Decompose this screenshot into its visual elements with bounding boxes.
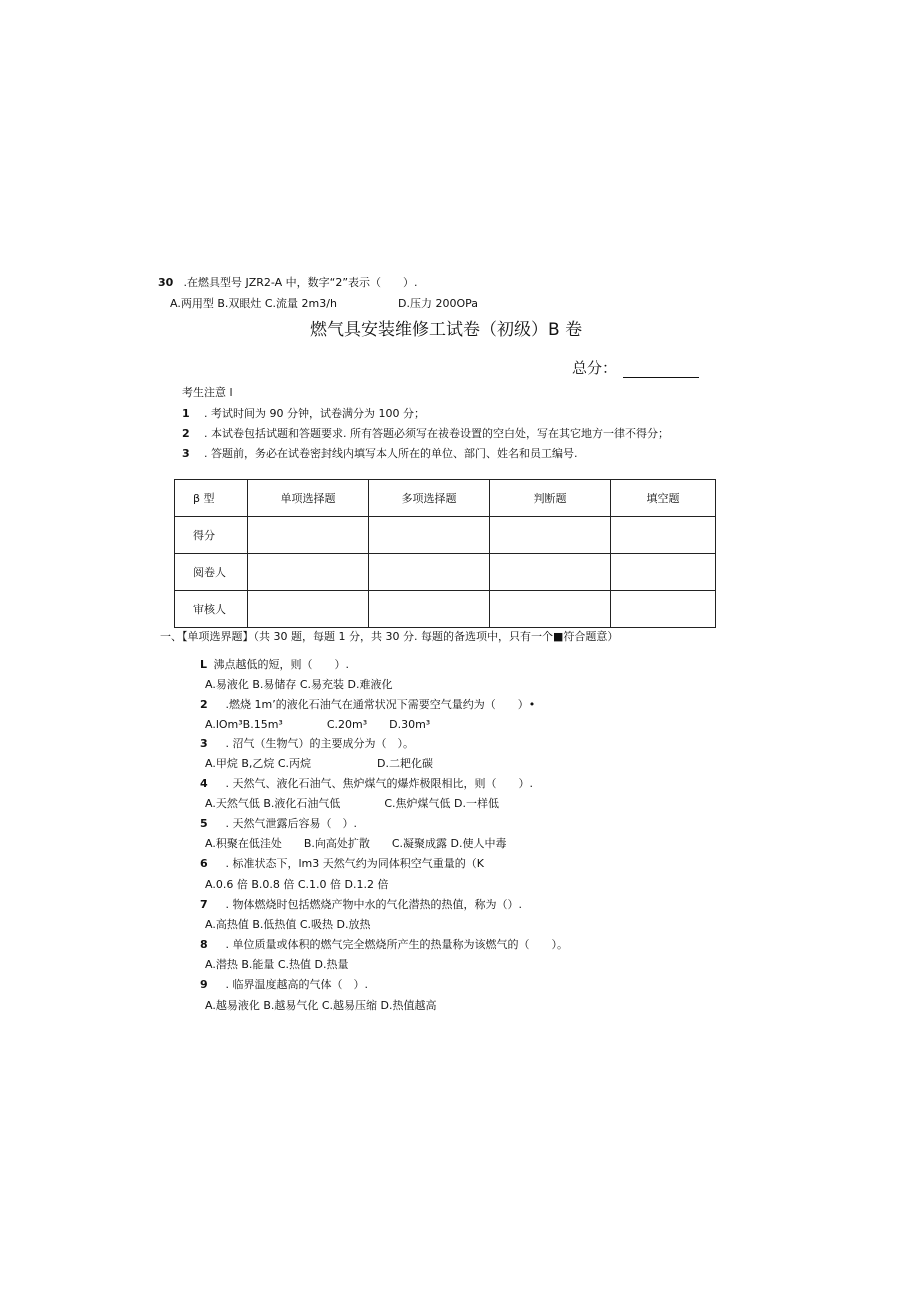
- score-cell[interactable]: [248, 517, 369, 554]
- table-header-cell: 填空题: [611, 480, 716, 517]
- table-header-cell: β 型: [175, 480, 248, 517]
- question-text: . 天然气泄露后容易（ ）.: [225, 817, 357, 830]
- score-cell[interactable]: [490, 591, 611, 628]
- score-cell[interactable]: [611, 591, 716, 628]
- question-number: L: [200, 658, 208, 671]
- total-score-blank[interactable]: [623, 363, 699, 378]
- row-label: 阅卷人: [175, 554, 248, 591]
- question-text: 沸点越低的短，则（ ）.: [213, 658, 349, 671]
- options-abc: A.两用型 B.双眼灶 C.流量 2m3/h: [170, 297, 337, 310]
- table-header-cell: 判断题: [490, 480, 611, 517]
- question-options: A.积聚在低洼处 B.向高处扩散 C.凝聚成露 D.使人中毒: [205, 837, 507, 850]
- table-row: [175, 554, 716, 591]
- score-cell[interactable]: [369, 517, 490, 554]
- score-cell[interactable]: [490, 517, 611, 554]
- table-header-row: [175, 480, 716, 517]
- score-cell[interactable]: [611, 554, 716, 591]
- notice-number: 3: [182, 447, 190, 460]
- table-row: [175, 591, 716, 628]
- question-item: [200, 815, 357, 831]
- total-score: [572, 357, 699, 378]
- question-item: [200, 735, 414, 751]
- table-row: [175, 517, 716, 554]
- question-options: A.潜热 B.能量 C.热值 D.热量: [205, 958, 349, 971]
- question-number: 9: [200, 978, 208, 991]
- section-heading: 一、【单项选界题】（共 30 题，每题 1 分，共 30 分. 每题的备选项中，只有一个■符合题意）: [160, 630, 619, 643]
- table-header-cell: 多项选择题: [369, 480, 490, 517]
- question-item: [200, 976, 368, 992]
- question-item: [200, 855, 484, 871]
- table-header-cell: 单项选择题: [248, 480, 369, 517]
- question-options: A.高热值 B.低热值 C.吸热 D.放热: [205, 918, 371, 931]
- question-item: [200, 936, 568, 952]
- score-cell[interactable]: [248, 591, 369, 628]
- score-cell[interactable]: [490, 554, 611, 591]
- question-item: [200, 896, 522, 912]
- notice-number: 2: [182, 427, 190, 440]
- question-30-option-d: D.压力 200OPa: [398, 297, 478, 310]
- row-label: 得分: [175, 517, 248, 554]
- score-table: [174, 479, 716, 628]
- question-number: 3: [200, 737, 208, 750]
- score-cell[interactable]: [611, 517, 716, 554]
- question-options: A.天然气低 B.液化石油气低 C.焦炉煤气低 D.一样低: [205, 797, 500, 810]
- notice-text: . 本试卷包括试题和答题要求. 所有答题必须写在祓卷设置的空白处，写在其它地方一律不得分；: [204, 427, 669, 440]
- question-number: 30: [158, 276, 174, 289]
- row-label: 审核人: [175, 591, 248, 628]
- question-text: .在燃具型号 JZR2-A 中，数字“2”表示（ ）.: [183, 276, 418, 289]
- score-cell[interactable]: [369, 591, 490, 628]
- notice-text: . 考试时间为 90 分钟，试卷满分为 100 分；: [204, 407, 425, 420]
- question-text: . 单位质量或体积的燃气完全燃烧所产生的热量称为该燃气的（ ）。: [225, 938, 568, 951]
- question-options: A.0.6 倍 B.0.8 倍 C.1.0 倍 D.1.2 倍: [205, 878, 389, 891]
- question-number: 2: [200, 698, 208, 711]
- question-30-options: [170, 295, 337, 311]
- total-score-label: 总分：: [572, 359, 618, 377]
- notice-item: [182, 425, 669, 441]
- question-text: . 物体燃烧时包括燃烧产物中水的气化潜热的热值，称为（）.: [225, 898, 522, 911]
- question-number: 5: [200, 817, 208, 830]
- question-number: 4: [200, 777, 208, 790]
- question-item: [200, 656, 349, 672]
- question-options: A.lOm³B.15m³ C.20m³ D.30m³: [205, 718, 431, 731]
- question-text: . 临界温度越高的气体（ ）.: [225, 978, 368, 991]
- question-number: 8: [200, 938, 208, 951]
- question-text: . 天然气、液化石油气、焦炉煤气的爆炸极限相比，则（ ）.: [225, 777, 533, 790]
- notice-item: [182, 445, 578, 461]
- question-item: [200, 696, 535, 712]
- question-item: [200, 775, 533, 791]
- page-title: 燃气具安装维修工试卷（初级）B 卷: [310, 320, 583, 340]
- question-text: . 标准状态下，lm3 天然气约为同体积空气重量的（K: [225, 857, 484, 870]
- question-text: .燃烧 1m’的液化石油气在通常状况下需要空气量约为（ ）•: [225, 698, 536, 711]
- notice-heading: 考生注意 l: [182, 386, 233, 399]
- question-options: A.易液化 B.易储存 C.易充装 D.难液化: [205, 678, 393, 691]
- question-number: 6: [200, 857, 208, 870]
- notice-text: . 答题前，务必在试卷密封线内填写本人所在的单位、部门、姓名和员工编号.: [204, 447, 578, 460]
- question-options: A.甲烷 B,乙烷 C.丙烷 D.二耙化碳: [205, 757, 434, 770]
- score-cell[interactable]: [248, 554, 369, 591]
- question-text: . 沼气（生物气）的主要成分为（ ）。: [225, 737, 414, 750]
- notice-item: [182, 405, 425, 421]
- score-cell[interactable]: [369, 554, 490, 591]
- notice-number: 1: [182, 407, 190, 420]
- question-number: 7: [200, 898, 208, 911]
- question-options: A.越易液化 B.越易气化 C.越易压缩 D.热值越高: [205, 999, 437, 1012]
- question-30: [158, 274, 418, 290]
